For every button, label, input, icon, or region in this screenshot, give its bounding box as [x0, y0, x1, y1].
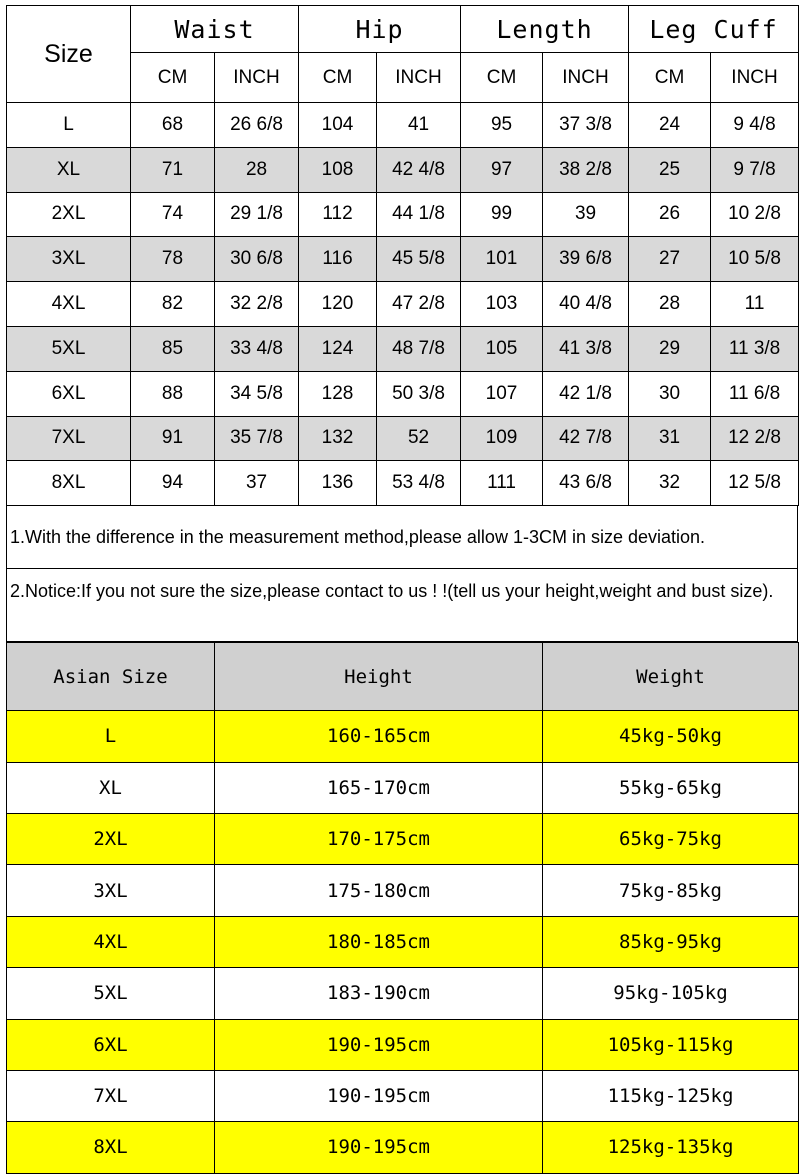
cell-size: L: [7, 103, 131, 148]
cell-size: XL: [7, 762, 215, 813]
cell-height: 190-195cm: [215, 1122, 543, 1173]
cell-hip-in: 44 1/8: [377, 192, 461, 237]
cell-waist-in: 30 6/8: [215, 237, 299, 282]
cell-hip-in: 50 3/8: [377, 371, 461, 416]
waist-cm-header: CM: [131, 53, 215, 103]
size-chart: [6, 5, 798, 1174]
height-header: Height: [215, 643, 543, 711]
cell-height: 165-170cm: [215, 762, 543, 813]
cell-height: 190-195cm: [215, 1019, 543, 1070]
cell-height: 190-195cm: [215, 1070, 543, 1121]
cell-waist-cm: 85: [131, 326, 215, 371]
cell-size: XL: [7, 147, 131, 192]
cell-length-in: 37 3/8: [543, 103, 629, 148]
size-header: Size: [7, 6, 131, 103]
cell-size: 5XL: [7, 326, 131, 371]
cell-length-in: 42 7/8: [543, 416, 629, 461]
cell-weight: 85kg-95kg: [543, 916, 799, 967]
cell-height: 183-190cm: [215, 968, 543, 1019]
hip-inch-header: INCH: [377, 53, 461, 103]
waist-inch-header: INCH: [215, 53, 299, 103]
cell-height: 175-180cm: [215, 865, 543, 916]
cell-waist-in: 28: [215, 147, 299, 192]
table-row: [7, 416, 799, 461]
cell-length-cm: 95: [461, 103, 543, 148]
cell-hip-cm: 132: [299, 416, 377, 461]
cell-waist-in: 35 7/8: [215, 416, 299, 461]
cell-waist-in: 33 4/8: [215, 326, 299, 371]
cell-weight: 55kg-65kg: [543, 762, 799, 813]
cell-hip-cm: 124: [299, 326, 377, 371]
cell-cuff-in: 9 4/8: [711, 103, 799, 148]
contact-notice: 2.Notice:If you not sure the size,please contact to us ! !(tell us your height,weight and bust size).: [6, 569, 798, 642]
table-row: [7, 282, 799, 327]
cell-size: 6XL: [7, 371, 131, 416]
cell-waist-cm: 68: [131, 103, 215, 148]
cell-cuff-cm: 27: [629, 237, 711, 282]
cell-size: 7XL: [7, 1070, 215, 1121]
cell-hip-in: 41: [377, 103, 461, 148]
cell-height: 170-175cm: [215, 813, 543, 864]
cuff-inch-header: INCH: [711, 53, 799, 103]
cell-hip-in: 52: [377, 416, 461, 461]
cell-size: 5XL: [7, 968, 215, 1019]
table-row: [7, 762, 799, 813]
cell-cuff-cm: 31: [629, 416, 711, 461]
cell-height: 180-185cm: [215, 916, 543, 967]
cell-size: 3XL: [7, 865, 215, 916]
cell-cuff-cm: 25: [629, 147, 711, 192]
cell-weight: 95kg-105kg: [543, 968, 799, 1019]
cell-hip-cm: 136: [299, 461, 377, 506]
cell-length-cm: 107: [461, 371, 543, 416]
weight-header: Weight: [543, 643, 799, 711]
cell-size: 6XL: [7, 1019, 215, 1070]
cell-waist-in: 29 1/8: [215, 192, 299, 237]
cell-waist-cm: 88: [131, 371, 215, 416]
cell-cuff-in: 9 7/8: [711, 147, 799, 192]
table-row: [7, 813, 799, 864]
cell-length-cm: 97: [461, 147, 543, 192]
cell-length-in: 41 3/8: [543, 326, 629, 371]
cell-waist-in: 32 2/8: [215, 282, 299, 327]
table-row: [7, 147, 799, 192]
cell-length-cm: 111: [461, 461, 543, 506]
cell-hip-cm: 104: [299, 103, 377, 148]
cell-length-in: 40 4/8: [543, 282, 629, 327]
cell-hip-in: 53 4/8: [377, 461, 461, 506]
table-row: [7, 103, 799, 148]
cell-weight: 75kg-85kg: [543, 865, 799, 916]
hip-header: Hip: [299, 6, 461, 53]
cell-cuff-cm: 24: [629, 103, 711, 148]
cell-length-cm: 101: [461, 237, 543, 282]
cell-cuff-cm: 32: [629, 461, 711, 506]
cell-size: 3XL: [7, 237, 131, 282]
cell-length-in: 42 1/8: [543, 371, 629, 416]
table-row: [7, 1019, 799, 1070]
table-row: [7, 1122, 799, 1173]
measurement-table: [6, 5, 799, 506]
cell-waist-in: 34 5/8: [215, 371, 299, 416]
cell-size: 4XL: [7, 282, 131, 327]
cell-waist-in: 26 6/8: [215, 103, 299, 148]
cell-weight: 115kg-125kg: [543, 1070, 799, 1121]
cell-size: 4XL: [7, 916, 215, 967]
cell-hip-cm: 128: [299, 371, 377, 416]
cell-weight: 125kg-135kg: [543, 1122, 799, 1173]
table-row: [7, 1070, 799, 1121]
asian-size-header: Asian Size: [7, 643, 215, 711]
length-inch-header: INCH: [543, 53, 629, 103]
cell-cuff-in: 11 3/8: [711, 326, 799, 371]
table-row: [7, 326, 799, 371]
cell-size: 2XL: [7, 192, 131, 237]
hip-cm-header: CM: [299, 53, 377, 103]
measurement-note: 1.With the difference in the measurement method,please allow 1-3CM in size deviation.: [6, 506, 798, 569]
cell-height: 160-165cm: [215, 711, 543, 762]
leg-cuff-header: Leg Cuff: [629, 6, 799, 53]
cell-waist-cm: 71: [131, 147, 215, 192]
cell-waist-cm: 74: [131, 192, 215, 237]
cell-size: 2XL: [7, 813, 215, 864]
cell-weight: 45kg-50kg: [543, 711, 799, 762]
cell-cuff-cm: 28: [629, 282, 711, 327]
cell-cuff-in: 12 2/8: [711, 416, 799, 461]
cell-length-in: 39: [543, 192, 629, 237]
cell-cuff-cm: 30: [629, 371, 711, 416]
cell-cuff-in: 10 2/8: [711, 192, 799, 237]
cell-length-in: 43 6/8: [543, 461, 629, 506]
cell-size: 8XL: [7, 461, 131, 506]
cell-length-in: 39 6/8: [543, 237, 629, 282]
cell-hip-in: 47 2/8: [377, 282, 461, 327]
cell-size: L: [7, 711, 215, 762]
cell-length-in: 38 2/8: [543, 147, 629, 192]
table-row: [7, 192, 799, 237]
cell-hip-in: 45 5/8: [377, 237, 461, 282]
cell-waist-cm: 78: [131, 237, 215, 282]
table-row: [7, 968, 799, 1019]
cell-cuff-cm: 29: [629, 326, 711, 371]
cell-length-cm: 109: [461, 416, 543, 461]
cell-waist-cm: 82: [131, 282, 215, 327]
cell-hip-cm: 120: [299, 282, 377, 327]
cell-waist-cm: 91: [131, 416, 215, 461]
cell-cuff-in: 10 5/8: [711, 237, 799, 282]
cell-hip-in: 42 4/8: [377, 147, 461, 192]
cell-size: 7XL: [7, 416, 131, 461]
cell-size: 8XL: [7, 1122, 215, 1173]
cell-cuff-cm: 26: [629, 192, 711, 237]
cuff-cm-header: CM: [629, 53, 711, 103]
cell-length-cm: 103: [461, 282, 543, 327]
cell-weight: 65kg-75kg: [543, 813, 799, 864]
waist-header: Waist: [131, 6, 299, 53]
cell-cuff-in: 11 6/8: [711, 371, 799, 416]
cell-cuff-in: 11: [711, 282, 799, 327]
cell-weight: 105kg-115kg: [543, 1019, 799, 1070]
table-row: [7, 371, 799, 416]
table-row: [7, 461, 799, 506]
table-row: [7, 865, 799, 916]
table-row: [7, 711, 799, 762]
cell-hip-cm: 112: [299, 192, 377, 237]
cell-hip-in: 48 7/8: [377, 326, 461, 371]
length-header: Length: [461, 6, 629, 53]
cell-hip-cm: 108: [299, 147, 377, 192]
length-cm-header: CM: [461, 53, 543, 103]
asian-size-table: [6, 642, 799, 1174]
cell-length-cm: 105: [461, 326, 543, 371]
table-row: [7, 237, 799, 282]
cell-waist-in: 37: [215, 461, 299, 506]
cell-length-cm: 99: [461, 192, 543, 237]
cell-waist-cm: 94: [131, 461, 215, 506]
table-row: [7, 916, 799, 967]
cell-hip-cm: 116: [299, 237, 377, 282]
cell-cuff-in: 12 5/8: [711, 461, 799, 506]
